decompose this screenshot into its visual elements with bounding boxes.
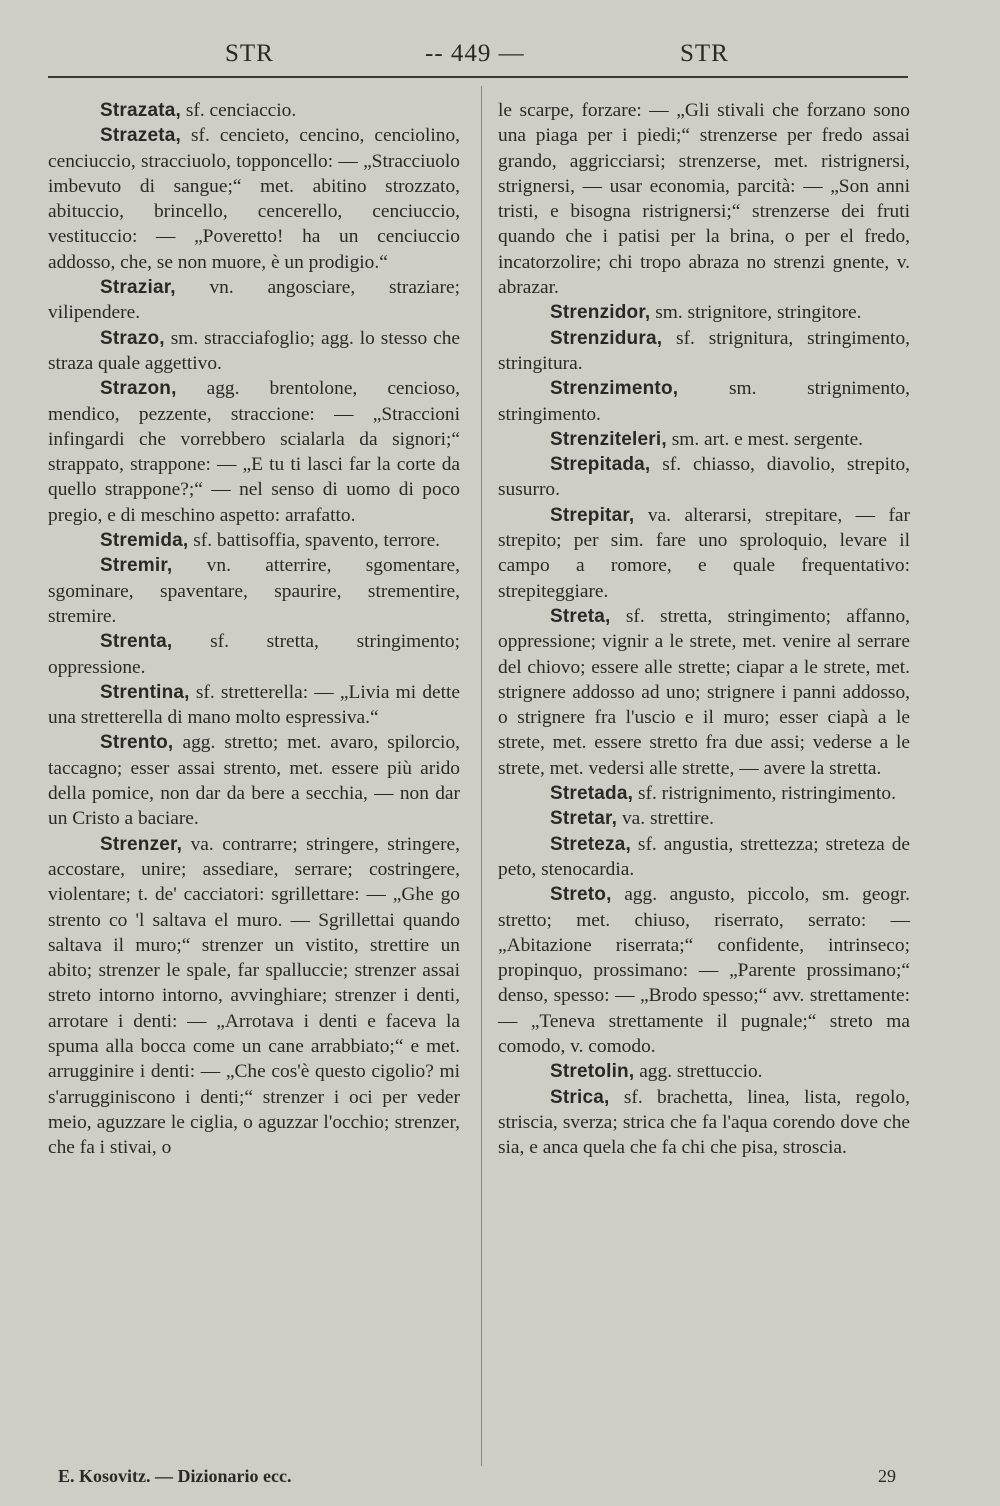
dictionary-entry xyxy=(498,427,910,452)
definition: sf. brachetta, linea, lista, regolo, striscia, sverza; strica che fa l'aqua corendo dove che sia, e anca quela che fa chi che pisa, stroscia. xyxy=(498,1086,910,1159)
dictionary-entry xyxy=(48,680,460,731)
headword: Straziar, xyxy=(100,277,176,299)
definition: agg. stretto; met. avaro, spilorcio, taccagno; esser assai strento, met. essere più arido della pomice, non dar da bere a secchia, — non dar un Cristo a baciare. xyxy=(48,732,460,830)
dictionary-entry xyxy=(498,832,910,883)
definition: va. contrarre; stringere, stringere, accostare, unire; assediare, serrare; costringere, violentare; t. de' cacciatori: sgrillettare: — „Ghe go strento co 'l saltava el muro. — Sgrillettai quando saltava il muro;“ strenzer un vistito, strettire un abito; strenzer le spale, far spalluccie; strenzer assai streto intorno intorno, avvinghiare; strenzer i denti, arrotare i denti: — „Arrotava i denti e faceva la spuma alla bocca come un cane arrabbiato;“ e met. arrugginire i denti: — „Che cos'è questo cigolio? mi s'arrugginiscono i denti;“ strenzer i oci per veder meio, aguzzare le ciglia, o aguzzar l'occhio; strenzer, che fa i stivai, o xyxy=(48,833,460,1159)
definition: sf. battisoffia, spavento, terrore. xyxy=(188,530,441,552)
definition: vn. angosciare, straziare; vilipendere. xyxy=(48,277,460,324)
headword: Strenzer, xyxy=(100,833,183,855)
dictionary-entry xyxy=(48,275,460,326)
headword: Strazata, xyxy=(100,100,182,121)
dictionary-entry xyxy=(498,882,910,1059)
dictionary-entry xyxy=(498,781,910,806)
definition: va. strettire. xyxy=(617,808,715,830)
dictionary-entry xyxy=(498,452,910,503)
headword: Strenzidor, xyxy=(550,302,651,324)
definition: sm. strignimento, stringimento. xyxy=(498,378,910,425)
dictionary-entry xyxy=(498,1085,910,1161)
headword: Strenta, xyxy=(100,631,173,653)
right-column xyxy=(498,98,910,1160)
dictionary-entry xyxy=(48,123,460,275)
header-right-guide: STR xyxy=(680,40,729,67)
dictionary-entry xyxy=(498,326,910,377)
definition: agg. strettuccio. xyxy=(634,1061,763,1083)
headword: Strenzidura, xyxy=(550,327,663,349)
headword: Stretolin, xyxy=(550,1061,635,1083)
dictionary-entry xyxy=(498,806,910,831)
headword: Streteza, xyxy=(550,833,632,855)
headword: Strento, xyxy=(100,732,174,754)
definition: sf. stretta, stringimento; affanno, oppressione; vignir a le strete, met. venire al serrare del chiovo; essere alle strette; ciapar a le strete, met. strignere addosso ad uno; strignere i panni addosso, o strignere fra l'uscio e il muro; esser ciapà a le strete, met. essere stretto fra due assi; vederse a le strete, met. vedersi alle strette, — avere la stretta. xyxy=(498,605,910,779)
headword: Stremida, xyxy=(100,530,189,552)
page-header xyxy=(50,36,910,76)
headword: Strenziteleri, xyxy=(550,428,667,450)
definition: sf. stretta, stringimento; oppressione. xyxy=(48,631,460,678)
footer-signature-number: 29 xyxy=(878,1466,896,1486)
header-left-guide: STR xyxy=(225,40,274,67)
left-column xyxy=(48,98,460,1160)
dictionary-entry xyxy=(498,376,910,427)
headword: Strepitada, xyxy=(550,454,651,476)
definition: sm. stracciafoglio; agg. lo stesso che straza quale aggettivo. xyxy=(48,327,460,374)
headword: Strazeta, xyxy=(100,125,182,147)
dictionary-entry-continued xyxy=(498,98,910,300)
headword: Strazo, xyxy=(100,327,165,349)
column-divider xyxy=(481,86,482,1466)
dictionary-entry xyxy=(498,503,910,604)
definition: sf. cenciaccio. xyxy=(181,100,297,121)
headword: Strazon, xyxy=(100,378,177,400)
page-number: -- 449 — xyxy=(425,40,525,67)
definition: sf. ristrignimento, ristringimento. xyxy=(633,783,896,805)
dictionary-entry xyxy=(498,1059,910,1084)
dictionary-entry xyxy=(48,326,460,377)
dictionary-entry xyxy=(48,528,460,553)
header-rule xyxy=(48,76,908,78)
headword: Stremir, xyxy=(100,555,173,577)
dictionary-entry xyxy=(48,553,460,629)
dictionary-entry xyxy=(48,629,460,680)
dictionary-entry xyxy=(48,98,460,123)
definition: sf. chiasso, diavolio, strepito, susurro. xyxy=(498,454,910,501)
definition: agg. angusto, piccolo, sm. geogr. stretto; met. chiuso, riserrato, serrato: — „Abitazione riserrata;“ confidente, intrinseco; propinquo, prossimano: — „Parente prossimano;“ denso, spesso: — „Brodo spesso;“ avv. strettamente: — „Teneva strettamente il pugnale;“ streto ma comodo, v. comodo. xyxy=(498,884,910,1057)
dictionary-entry xyxy=(48,376,460,528)
dictionary-entry xyxy=(498,300,910,325)
definition: sf. strignitura, stringimento, stringitura. xyxy=(498,327,910,374)
headword: Strentina, xyxy=(100,681,190,703)
dictionary-entry xyxy=(48,832,460,1161)
definition: sf. stretterella: — „Livia mi dette una stretterella di mano molto espressiva.“ xyxy=(48,681,460,729)
definition: sm. strignitore, stringitore. xyxy=(650,302,862,324)
definition: agg. brentolone, cencioso, mendico, pezzente, straccione: — „Straccioni infingardi che vorrebbero scialarla da signori;“ strappato, strappone: — „E tu ti lasci far la corte da quello strappone?;“ — nel senso di uomo di poco pregio, e di meschino aspetto: arrafatto. xyxy=(48,378,460,526)
dictionary-entry xyxy=(498,604,910,781)
definition: sf. cencieto, cencino, cenciolino, cenciuccio, stracciuolo, topponcello: — „Stracciuolo imbevuto di sangue;“ met. abitino strozzato, abituccio, brincello, cencerello, cenciuccio, vestituccio: — „Poveretto! ha un cenciuccio addosso, che, se non muore, è un prodigio.“ xyxy=(48,125,460,273)
headword: Stretar, xyxy=(550,808,618,830)
definition: sm. art. e mest. sergente. xyxy=(666,428,864,450)
definition: va. alterarsi, strepitare, — far strepito; per sim. fare uno sproloquio, levare il campo a romore, e quale frequentativo: strepiteggiare. xyxy=(498,504,910,602)
headword: Strenzimento, xyxy=(550,378,679,400)
definition: sf. angustia, strettezza; streteza de peto, stenocardia. xyxy=(498,833,910,880)
headword: Streta, xyxy=(550,605,611,627)
headword: Strica, xyxy=(550,1086,610,1108)
footer-book-title: E. Kosovitz. — Dizionario ecc. xyxy=(58,1466,292,1486)
definition: le scarpe, forzare: — „Gli stivali che forzano sono una piaga per i piedi;“ strenzerse per fredo assai grando, aggricciarsi; strenzerse, met. ristrignersi, strignersi, — usar economia, parcità: — „Son anni tristi, e bisogna ristrignersi;“ strenzerse dei fruti quando che i patisi per la brina, o per el fredo, incatorzolire; chi tropo abraza no strenzi gnente, v. abrazar. xyxy=(498,100,910,299)
dictionary-entry xyxy=(48,730,460,831)
headword: Strepitar, xyxy=(550,504,635,526)
headword: Stretada, xyxy=(550,783,634,805)
page-footer xyxy=(48,1466,908,1496)
headword: Streto, xyxy=(550,884,612,906)
definition: vn. atterrire, sgomentare, sgominare, spaventare, spaurire, strementire, stremire. xyxy=(48,555,460,627)
